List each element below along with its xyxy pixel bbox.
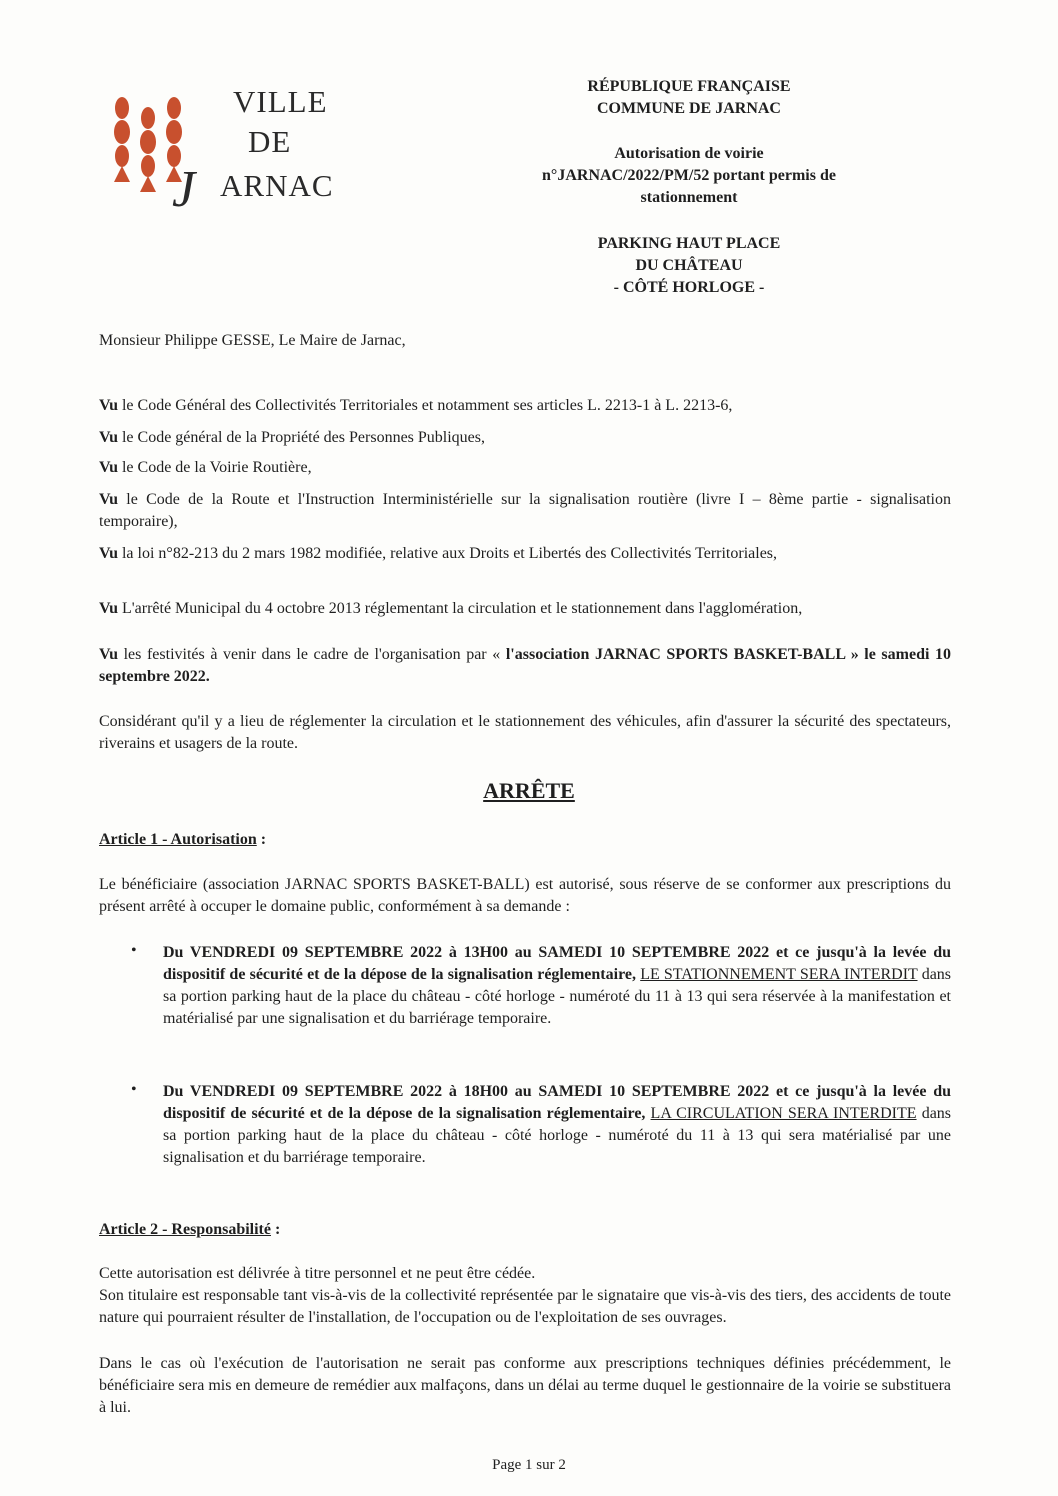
considerant-paragraph: Considérant qu'il y a lieu de réglementer la circulation et le stationnement des véhicules, afin d'assurer la sécurité des spectateurs, riverains et usagers de la route. bbox=[99, 713, 951, 752]
decree-line-3: stationnement bbox=[640, 189, 738, 206]
vu-text: le Code Général des Collectivités Territoriales et notamment ses articles L. 2213-1 à L. 2213-6, bbox=[121, 397, 733, 414]
logo-ville: VILLE bbox=[233, 84, 328, 119]
place-line-1: PARKING HAUT PLACE bbox=[597, 235, 781, 252]
vu-item-2 bbox=[99, 427, 951, 449]
vu-label: Vu bbox=[99, 491, 118, 508]
logo-arnac: ARNAC bbox=[220, 168, 334, 203]
vu-item-7 bbox=[99, 644, 951, 688]
vu-label: Vu bbox=[99, 545, 118, 562]
article-2-p1: Cette autorisation est délivrée à titre personnel et ne peut être cédée. bbox=[99, 1265, 536, 1282]
vu-text: le Code de la Route et l'Instruction Interministérielle sur la signalisation routière (livre I – 8ème partie - signalisation temporaire), bbox=[99, 491, 952, 530]
bullet-1-rest: dans sa portion parking haut de la place du château - côté horloge - numéroté du 11 à 13 qui sera réservée à la manifestation et matérialisé par une signalisation et du barriérage temporaire. bbox=[163, 966, 952, 1027]
logo-de: DE bbox=[248, 124, 292, 159]
decree-line-2: n°JARNAC/2022/PM/52 portant permis de bbox=[542, 167, 836, 184]
bullet-1-underline: LE STATIONNEMENT SERA INTERDIT bbox=[640, 966, 918, 983]
vu-label: Vu bbox=[99, 600, 118, 617]
republic-title: RÉPUBLIQUE FRANÇAISE bbox=[587, 78, 791, 95]
vu-label: Vu bbox=[99, 459, 118, 476]
article-1-title: Article 1 - Autorisation bbox=[99, 831, 257, 848]
article-2-p3: Dans le cas où l'exécution de l'autorisation ne serait pas conforme aux prescriptions techniques définies précédemment, le bénéficiaire sera mis en demeure de remédier aux malfaçons, dans un délai au terme duquel le gestionnaire de la voirie se substituera à lui. bbox=[99, 1355, 951, 1416]
page-number: Page 1 sur 2 bbox=[492, 1457, 566, 1473]
vu-label: Vu bbox=[99, 397, 118, 414]
article-1-bullet-2 bbox=[163, 1081, 951, 1169]
vu-text: les festivités à venir dans le cadre de l'organisation par « bbox=[123, 646, 501, 663]
bullet-1-dot: • bbox=[131, 942, 137, 959]
vu-item-3 bbox=[99, 457, 951, 479]
article-1-heading bbox=[99, 831, 266, 849]
decree-line-1: Autorisation de voirie bbox=[614, 145, 764, 162]
header-place-block bbox=[460, 233, 918, 299]
vu-item-4 bbox=[99, 489, 951, 533]
arrete-title: ARRÊTE bbox=[483, 778, 575, 803]
bullet-2-dot: • bbox=[131, 1081, 137, 1098]
place-line-2: DU CHÂTEAU bbox=[635, 257, 743, 274]
article-2-heading bbox=[99, 1221, 280, 1239]
vu-item-1 bbox=[99, 395, 951, 417]
article-1-intro: Le bénéficiaire (association JARNAC SPORTS BASKET-BALL) est autorisé, sous réserve de se conformer aux prescriptions du présent arrêté à occuper le domaine public, conformément à sa demande : bbox=[99, 876, 951, 915]
vu-text: L'arrêté Municipal du 4 octobre 2013 réglementant la circulation et le stationnement dans l'agglomération, bbox=[121, 600, 803, 617]
vu-text-bold: l'association JARNAC SPORTS BASKET-BALL » le samedi 10 septembre 2022. bbox=[99, 646, 952, 685]
vu-item-5 bbox=[99, 543, 951, 565]
town-logo bbox=[108, 84, 378, 234]
vu-item-6 bbox=[99, 598, 951, 620]
article-2-colon: : bbox=[270, 1221, 281, 1238]
bullet-2-underline: LA CIRCULATION SERA INTERDITE bbox=[650, 1105, 917, 1122]
bullet-2-bold: Du VENDREDI 09 SEPTEMBRE 2022 à 18H00 au SAMEDI 10 SEPTEMBRE 2022 et ce jusqu'à la levée du dispositif de sécurité et de la dépose de la signalisation réglementaire, bbox=[163, 1083, 951, 1122]
vu-text: le Code général de la Propriété des Personnes Publiques, bbox=[121, 429, 486, 446]
logo-j: J bbox=[172, 161, 197, 218]
article-2-title: Article 2 - Responsabilité bbox=[99, 1221, 271, 1238]
commune-title: COMMUNE DE JARNAC bbox=[597, 100, 781, 117]
vu-label: Vu bbox=[99, 429, 118, 446]
header-decree-block bbox=[460, 143, 918, 209]
vu-label: Vu bbox=[99, 646, 118, 663]
bullet-2-rest: dans sa portion parking haut de la place du château - côté horloge - numéroté du 11 à 13 qui sera matérialisé par une signalisation et du barriérage temporaire. bbox=[163, 1105, 952, 1166]
place-line-3: - CÔTÉ HORLOGE - bbox=[613, 279, 765, 296]
bullet-1-bold: Du VENDREDI 09 SEPTEMBRE 2022 à 13H00 au SAMEDI 10 SEPTEMBRE 2022 et ce jusqu'à la levée du dispositif de sécurité et de la dépose de la signalisation réglementaire, bbox=[163, 944, 951, 983]
article-1-bullet-1 bbox=[163, 942, 951, 1030]
mayor-line: Monsieur Philippe GESSE, Le Maire de Jarnac, bbox=[99, 332, 406, 349]
article-1-colon: : bbox=[256, 831, 267, 848]
article-2-p2: Son titulaire est responsable tant vis-à-vis de la collectivité représentée par le signataire que vis-à-vis des tiers, des accidents de toute nature qui pourraient résulter de l'installation, de l'occupation ou de l'exploitation de ses ouvrages. bbox=[99, 1287, 951, 1326]
vu-text: la loi n°82-213 du 2 mars 1982 modifiée, relative aux Droits et Libertés des Collectivités Territoriales, bbox=[121, 545, 778, 562]
vu-text: le Code de la Voirie Routière, bbox=[121, 459, 312, 476]
header-republic-block bbox=[460, 76, 918, 120]
